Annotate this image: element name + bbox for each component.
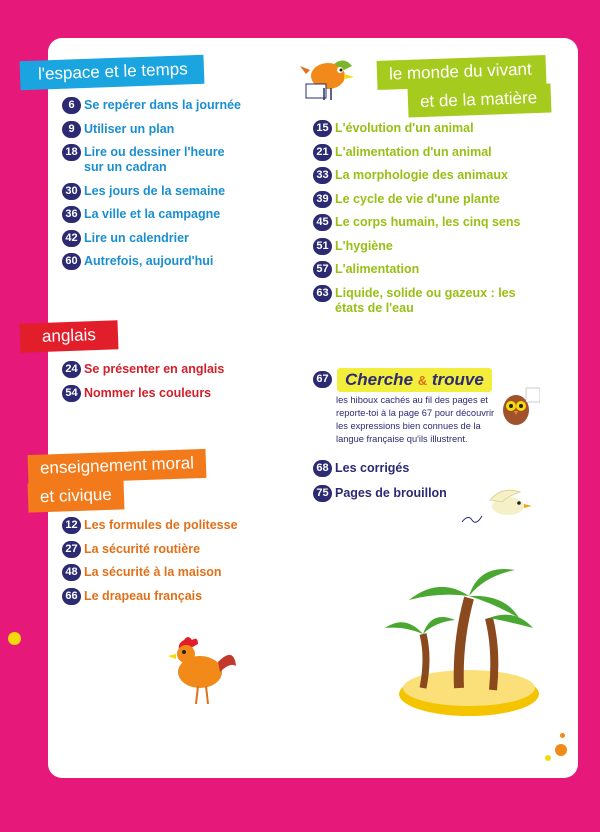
toc-item[interactable] — [313, 262, 523, 277]
page-badge: 68 — [313, 460, 332, 477]
page-badge: 12 — [62, 517, 81, 534]
section-title-text: enseignement moral — [39, 453, 195, 478]
orange-dot-small — [560, 733, 565, 738]
toc-label: Les jours de la semaine — [84, 183, 226, 198]
page-badge: 54 — [62, 385, 81, 402]
vivant-list — [313, 121, 523, 324]
toc-label: L'hygiène — [335, 238, 393, 253]
page-badge: 75 — [313, 485, 332, 502]
toc-item[interactable] — [62, 565, 262, 580]
page-badge: 48 — [62, 564, 81, 581]
page-badge: 60 — [62, 253, 81, 270]
cherche-description: les hiboux cachés au fil des pages et reporte-toi à la page 67 pour découvrir les expressions bien connues de la langue française qu'ils illustrent. — [336, 395, 495, 444]
section-title-text: l'espace et le temps — [37, 59, 188, 84]
toc-item[interactable] — [62, 589, 262, 604]
owl-illustration — [498, 386, 540, 428]
palm-island-illustration — [383, 566, 551, 726]
espace-list — [62, 98, 262, 278]
section-title-vivant-line2 — [408, 84, 552, 118]
yellow-dot — [8, 632, 21, 645]
toc-item[interactable] — [62, 122, 262, 137]
toc-item[interactable] — [62, 145, 244, 175]
toc-label: La sécurité à la maison — [84, 565, 222, 579]
toc-item[interactable] — [313, 168, 523, 183]
toc-label: Le drapeau français — [84, 588, 203, 603]
toc-item[interactable] — [313, 239, 523, 254]
toc-item[interactable] — [313, 286, 520, 316]
toc-item[interactable] — [62, 98, 262, 113]
toc-item[interactable] — [313, 145, 523, 160]
toc-label: L'alimentation — [335, 262, 420, 276]
toc-label: Le cycle de vie d'une plante — [335, 191, 500, 206]
orange-dot — [555, 744, 567, 756]
toc-label: Autrefois, aujourd'hui — [84, 254, 214, 268]
page-badge: 24 — [62, 361, 81, 378]
toc-label: Les formules de politesse — [84, 518, 238, 532]
toc-item[interactable] — [313, 192, 523, 207]
toc-item[interactable] — [313, 461, 513, 476]
toc-label: Nommer les couleurs — [84, 385, 212, 400]
yellow-dot-small — [545, 755, 551, 761]
toc-label: Pages de brouillon — [335, 486, 447, 500]
toc-item[interactable] — [62, 184, 262, 199]
cherche-word: Cherche — [345, 370, 414, 389]
section-title-anglais — [20, 320, 119, 352]
flying-bird-illustration — [460, 484, 535, 529]
rooster-illustration — [160, 624, 240, 714]
toc-item[interactable] — [62, 231, 262, 246]
page-badge: 42 — [62, 230, 81, 247]
page-badge: 6 — [62, 97, 81, 114]
bird-with-cap-illustration — [298, 50, 360, 105]
page-badge: 39 — [313, 191, 332, 208]
toc-item[interactable] — [62, 542, 262, 557]
page-badge: 63 — [313, 285, 332, 302]
page-badge: 21 — [313, 144, 332, 161]
toc-label: La morphologie des animaux — [335, 168, 508, 182]
page-badge: 9 — [62, 121, 81, 138]
cherche-trouve-title[interactable] — [337, 368, 492, 392]
trouve-word: trouve — [431, 370, 484, 389]
toc-label: La ville et la campagne — [84, 207, 221, 221]
toc-label: Lire un calendrier — [84, 230, 189, 245]
page-badge: 33 — [313, 167, 332, 184]
toc-item[interactable] — [62, 386, 262, 401]
toc-item[interactable] — [313, 121, 523, 136]
toc-label: Se repérer dans la journée — [84, 98, 242, 112]
toc-label: La sécurité routière — [84, 541, 201, 556]
toc-label: Utiliser un plan — [84, 121, 175, 136]
section-title-text: et de la matière — [419, 87, 538, 112]
toc-label: Se présenter en anglais — [84, 362, 225, 376]
section-title-moral-line2 — [28, 480, 125, 512]
toc-label: L'évolution d'un animal — [335, 121, 474, 135]
toc-item[interactable] — [62, 207, 262, 222]
page-badge: 27 — [62, 541, 81, 558]
moral-list — [62, 518, 262, 612]
page-badge: 66 — [62, 588, 81, 605]
toc-label: L'alimentation d'un animal — [335, 144, 492, 159]
page-badge: 15 — [313, 120, 332, 137]
page-badge: 36 — [62, 206, 81, 223]
toc-item[interactable] — [62, 518, 262, 533]
page-badge-cherche: 67 — [313, 371, 332, 388]
toc-item[interactable] — [62, 362, 262, 377]
toc-label: Lire ou dessiner l'heure sur un cadran — [84, 145, 225, 174]
toc-label: Le corps humain, les cinq sens — [335, 215, 521, 229]
section-title-text: et civique — [39, 484, 113, 507]
section-title-text: anglais — [41, 325, 97, 346]
anglais-list — [62, 362, 262, 409]
page-badge: 57 — [313, 261, 332, 278]
toc-label: Les corrigés — [335, 461, 410, 475]
page-badge: 30 — [62, 183, 81, 200]
cherche-amp: & — [417, 373, 428, 388]
toc-item[interactable] — [62, 254, 262, 269]
section-title-text: le monde du vivant — [388, 59, 532, 84]
toc-item[interactable] — [313, 215, 523, 230]
page-badge: 51 — [313, 238, 332, 255]
page-badge: 18 — [62, 144, 81, 161]
section-title-moral — [28, 449, 207, 484]
page-badge: 45 — [313, 214, 332, 231]
toc-label: Liquide, solide ou gazeux : les états de l'eau — [335, 285, 516, 315]
